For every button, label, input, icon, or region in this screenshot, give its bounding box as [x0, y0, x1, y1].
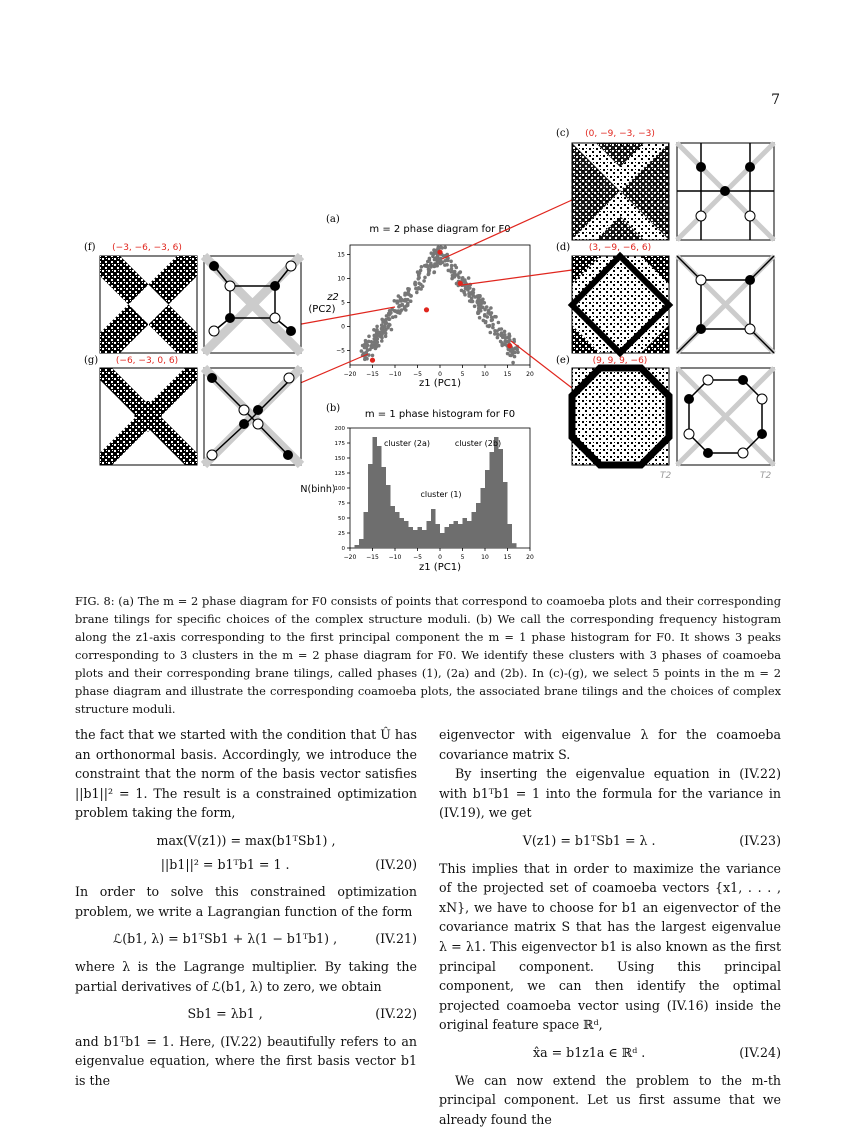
- histogram-bar: [359, 539, 364, 548]
- right-paragraph-4: We can now extend the problem to the m-th principal component. Let us first assume that we already found the: [439, 1071, 781, 1129]
- histogram-bar: [485, 470, 490, 548]
- scatter-point: [451, 270, 455, 274]
- histogram-bar: [386, 485, 391, 548]
- histogram-bar: [494, 437, 499, 548]
- x-tick-label: −20: [344, 371, 357, 378]
- scatter-point: [421, 285, 425, 289]
- scatter-point: [371, 344, 375, 348]
- scatter-point: [432, 248, 436, 252]
- x-tick-label: 15: [504, 554, 512, 561]
- scatter-point: [481, 298, 485, 302]
- y-tick-label: 50: [338, 516, 345, 522]
- left-paragraph-3: where λ is the Lagrange multiplier. By taking the partial derivatives of ℒ(b1, λ) to zero, we obtain: [75, 957, 417, 996]
- scatter-cloud: [360, 246, 520, 365]
- torus-label-2: T2: [760, 471, 771, 481]
- x-tick-label: −15: [366, 554, 379, 561]
- scatter-point: [447, 269, 451, 273]
- histogram-bar: [458, 524, 463, 548]
- scatter-point: [510, 353, 514, 357]
- scatter-point: [489, 331, 493, 335]
- scatter-point: [380, 329, 384, 333]
- panel-e-label: (e): [556, 355, 570, 366]
- histogram-bar: [409, 527, 414, 548]
- scatter-point: [376, 334, 380, 338]
- histogram-bar: [391, 506, 396, 548]
- scatter-point: [423, 276, 427, 280]
- scatter-point: [406, 302, 410, 306]
- equation-iv21: [75, 929, 417, 949]
- scatter-point: [516, 351, 520, 355]
- scatter-point: [430, 251, 434, 255]
- histogram-bar: [422, 530, 427, 548]
- x-tick-label: −5: [413, 371, 422, 378]
- scatter-point: [486, 315, 490, 319]
- eq22: Sb1 = λb1 ,: [75, 1004, 375, 1024]
- scatter-point: [493, 329, 497, 333]
- x-tick-label: 5: [461, 371, 465, 378]
- equation-iv24: [439, 1043, 781, 1063]
- scatter-point: [455, 266, 459, 270]
- panel-c-label: (c): [556, 128, 570, 139]
- panel-d-label: (d): [556, 242, 570, 253]
- panel-b-label: (b): [326, 403, 340, 414]
- y-tick-label: 75: [338, 501, 345, 507]
- y-tick-label: 150: [335, 456, 346, 462]
- scatter-point: [432, 271, 436, 275]
- panel-b-yticks: [335, 426, 351, 552]
- scatter-point: [398, 304, 402, 308]
- histogram-bar: [364, 512, 369, 548]
- scatter-point: [491, 326, 495, 330]
- histogram-bar: [463, 518, 468, 548]
- scatter-point: [471, 293, 475, 297]
- scatter-point: [503, 330, 507, 334]
- scatter-point: [375, 325, 379, 329]
- panel-b-ylabel: N(binh): [300, 484, 335, 495]
- scatter-point: [390, 328, 394, 332]
- scatter-point: [496, 336, 500, 340]
- scatter-point: [477, 298, 481, 302]
- y-tick-label: 125: [335, 471, 346, 477]
- scatter-point: [498, 328, 502, 332]
- scatter-point: [504, 339, 508, 343]
- scatter-point: [439, 262, 443, 266]
- scatter-point: [478, 294, 482, 298]
- x-tick-label: 0: [438, 371, 442, 378]
- left-paragraph-4: and b1ᵀb1 = 1. Here, (IV.22) beautifully refers to an eigenvalue equation, where the first basis vector b1 is the: [75, 1032, 417, 1091]
- scatter-point: [477, 307, 481, 311]
- panel-f-label: (f): [84, 242, 96, 253]
- scatter-point: [467, 276, 471, 280]
- eq21: ℒ(b1, λ) = b1ᵀSb1 + λ(1 − b1ᵀb1) ,: [75, 929, 375, 949]
- eq24: x̂a = b1z1a ∈ ℝᵈ .: [439, 1043, 739, 1063]
- scatter-point: [484, 320, 488, 324]
- scatter-point: [380, 339, 384, 343]
- figure-caption: FIG. 8: (a) The m = 2 phase diagram for F0 consists of points that correspond to coamoeba plots and their corresponding brane tilings for specific choices of the complex structure moduli. (b) We call the corresponding frequency histogram along the z1-axis corresponding to the first principal component the m = 1 phase histogram for F0. It shows 3 peaks corresponding to 3 clusters in the m = 2 phase diagram for F0. We identify these clusters with 3 phases of coamoeba plots and their corresponding brane tilings, called phases (1), (2a) and (2b). In (c)-(g), we select 5 points in the m = 2 phase diagram and illustrate the corresponding coamoeba plots, the associated brane tilings and the choices of complex structure moduli.: [75, 592, 781, 718]
- scatter-point: [497, 321, 501, 325]
- scatter-point: [463, 293, 467, 297]
- scatter-point: [489, 306, 493, 310]
- highlight-point: [424, 307, 429, 312]
- histogram-bar: [436, 524, 441, 548]
- scatter-point: [468, 286, 472, 290]
- scatter-point: [427, 270, 431, 274]
- y-tick-label: 100: [335, 486, 346, 492]
- scatter-point: [377, 344, 381, 348]
- histogram-bar: [377, 446, 382, 548]
- scatter-point: [380, 318, 384, 322]
- y-tick-label: 200: [335, 426, 346, 432]
- scatter-point: [459, 270, 463, 274]
- panel-f-moduli: (−3, −6, −3, 6): [112, 243, 182, 253]
- panel-d-coamoeba: [572, 256, 669, 353]
- panel-b-xticks: [344, 548, 534, 561]
- panel-d-moduli: (3, −9, −6, 6): [589, 243, 651, 253]
- scatter-point: [407, 293, 411, 297]
- panel-c-brane-tiling: [677, 143, 774, 240]
- highlight-point: [437, 250, 442, 255]
- y-tick-label: 10: [337, 276, 345, 283]
- scatter-point: [396, 300, 400, 304]
- scatter-point: [413, 281, 417, 285]
- scatter-point: [436, 261, 440, 265]
- scatter-point: [500, 341, 504, 345]
- scatter-point: [493, 332, 497, 336]
- histogram-bar: [395, 512, 400, 548]
- eq20-line-1: max(V(z1)) = max(b1ᵀSb1) ,: [75, 831, 417, 851]
- panel-a-ylabel-1: z2: [326, 292, 339, 303]
- scatter-point: [504, 336, 508, 340]
- histogram-bar: [454, 521, 459, 548]
- y-tick-label: 15: [337, 252, 345, 259]
- panel-f-brane-tiling: [204, 256, 301, 353]
- y-tick-label: 175: [335, 441, 346, 447]
- scatter-point: [443, 263, 447, 267]
- panel-g-coamoeba: [100, 368, 197, 465]
- equation-iv23: [439, 831, 781, 851]
- highlight-point: [370, 358, 375, 363]
- x-tick-label: −5: [413, 554, 422, 561]
- y-tick-label: 0: [341, 324, 345, 331]
- torus-label-1: T2: [660, 471, 671, 481]
- eq23-number: (IV.23): [739, 831, 781, 851]
- x-tick-label: 20: [526, 554, 534, 561]
- scatter-point: [380, 333, 384, 337]
- right-paragraph-3: This implies that in order to maximize the variance of the projected set of coamoeba vectors {x1, . . . , xN}, we have to choose for b1 an eigenvector of the covariance matrix S that has the largest eigenvalue λ = λ1. This eigenvector b1 is also known as the first principal component. Using this principal component, we can then identify the optimal projected coamoeba vector using (IV.16) inside the original feature space ℝᵈ,: [439, 859, 781, 1035]
- histogram-bar: [418, 527, 423, 548]
- x-tick-label: −10: [389, 554, 402, 561]
- right-paragraph-1: eigenvector with eigenvalue λ for the coamoeba covariance matrix S.: [439, 725, 781, 764]
- x-tick-label: 5: [461, 554, 465, 561]
- scatter-point: [394, 310, 398, 314]
- scatter-point: [473, 305, 477, 309]
- panel-c-coamoeba: [572, 143, 669, 240]
- scatter-point: [457, 275, 461, 279]
- panel-f-coamoeba: [100, 256, 197, 353]
- scatter-point: [481, 301, 485, 305]
- histogram-bar: [431, 509, 436, 548]
- scatter-point: [460, 289, 464, 293]
- left-column: [75, 725, 417, 1091]
- x-tick-label: −20: [344, 554, 357, 561]
- panel-a-title: m = 2 phase diagram for F0: [369, 224, 510, 235]
- highlight-point: [507, 343, 512, 348]
- scatter-point: [440, 246, 444, 250]
- scatter-point: [376, 340, 380, 344]
- annotation-cluster-2a: cluster (2a): [384, 439, 430, 448]
- scatter-point: [508, 334, 512, 338]
- scatter-point: [443, 246, 447, 250]
- scatter-point: [365, 357, 369, 361]
- scatter-point: [449, 260, 453, 264]
- scatter-point: [509, 349, 513, 353]
- scatter-point: [436, 254, 440, 258]
- scatter-point: [428, 257, 432, 261]
- annotation-cluster-1: cluster (1): [420, 490, 461, 499]
- scatter-point: [467, 292, 471, 296]
- scatter-point: [428, 264, 432, 268]
- scatter-point: [400, 308, 404, 312]
- annotation-cluster-2b: cluster (2b): [455, 439, 501, 448]
- x-tick-label: −10: [389, 371, 402, 378]
- y-tick-label: 25: [338, 531, 345, 537]
- panel-a-ylabel-2: (PC2): [308, 304, 335, 315]
- scatter-point: [476, 310, 480, 314]
- histogram-bar: [472, 512, 477, 548]
- scatter-point: [491, 323, 495, 327]
- scatter-point: [500, 331, 504, 335]
- panel-g-moduli: (−6, −3, 0, 6): [116, 356, 178, 366]
- scatter-point: [384, 318, 388, 322]
- scatter-point: [400, 298, 404, 302]
- panel-a-label: (a): [326, 214, 340, 225]
- scatter-point: [388, 323, 392, 327]
- histogram-bar: [481, 488, 486, 548]
- scatter-point: [491, 318, 495, 322]
- scatter-point: [451, 274, 455, 278]
- right-paragraph-2: By inserting the eigenvalue equation in (IV.22) with b1ᵀb1 = 1 into the formula for the variance in (IV.19), we get: [439, 764, 781, 823]
- panel-g-brane-tiling: [204, 368, 301, 465]
- panel-c-moduli: (0, −9, −3, −3): [585, 129, 655, 139]
- histogram-bar: [413, 530, 418, 548]
- panel-g-label: (g): [84, 355, 98, 366]
- y-tick-label: −5: [336, 348, 345, 355]
- x-tick-label: 10: [481, 371, 489, 378]
- scatter-point: [425, 263, 429, 267]
- scatter-point: [388, 317, 392, 321]
- page-number: 7: [771, 92, 780, 108]
- histogram-bar: [373, 437, 378, 548]
- scatter-point: [478, 316, 482, 320]
- panel-e-coamoeba: [572, 368, 669, 465]
- scatter-point: [376, 330, 380, 334]
- histogram-bar: [404, 521, 409, 548]
- scatter-point: [436, 246, 440, 250]
- scatter-point: [483, 308, 487, 312]
- panel-a-xlabel: z1 (PC1): [419, 378, 461, 389]
- scatter-point: [364, 339, 368, 343]
- scatter-point: [468, 299, 472, 303]
- histogram-bar: [508, 524, 513, 548]
- scatter-point: [443, 259, 447, 263]
- scatter-point: [404, 308, 408, 312]
- scatter-point: [487, 325, 491, 329]
- panel-a-yticks: [336, 252, 350, 355]
- scatter-point: [511, 361, 515, 365]
- scatter-point: [407, 287, 411, 291]
- histogram-bar: [445, 527, 450, 548]
- scatter-point: [416, 270, 420, 274]
- eq22-number: (IV.22): [375, 1004, 417, 1024]
- histogram-bar: [490, 452, 495, 548]
- scatter-point: [394, 315, 398, 319]
- panel-d-brane-tiling: [677, 256, 774, 353]
- panel-a-xticks: [344, 365, 534, 378]
- scatter-point: [461, 277, 465, 281]
- histogram-bar: [503, 482, 508, 548]
- histogram-bar: [400, 518, 405, 548]
- scatter-point: [450, 267, 454, 271]
- histogram-bar: [427, 521, 432, 548]
- scatter-point: [367, 335, 371, 339]
- eq20-line-2: ||b1||² = b1ᵀb1 = 1 .: [75, 855, 375, 875]
- histogram-bar: [476, 503, 481, 548]
- right-column: [439, 725, 781, 1129]
- scatter-point: [371, 354, 375, 358]
- scatter-point: [470, 290, 474, 294]
- scatter-point: [450, 277, 454, 281]
- x-tick-label: 0: [438, 554, 442, 561]
- x-tick-label: −15: [366, 371, 379, 378]
- eq21-number: (IV.21): [375, 929, 417, 949]
- scatter-point: [494, 315, 498, 319]
- left-paragraph-2: In order to solve this constrained optimization problem, we write a Lagrangian function of the form: [75, 882, 417, 921]
- eq24-number: (IV.24): [739, 1043, 781, 1063]
- x-tick-label: 10: [481, 554, 489, 561]
- scatter-point: [397, 294, 401, 298]
- histogram-bar: [368, 464, 373, 548]
- y-tick-label: 0: [342, 546, 346, 552]
- scatter-point: [477, 302, 481, 306]
- x-tick-label: 20: [526, 371, 534, 378]
- scatter-highlight-points: [370, 250, 512, 363]
- y-tick-label: 5: [341, 300, 345, 307]
- scatter-point: [368, 348, 372, 352]
- histogram-bar: [449, 524, 454, 548]
- scatter-point: [422, 279, 426, 283]
- histogram-bar: [499, 449, 504, 548]
- eq23: V(z1) = b1ᵀSb1 = λ .: [439, 831, 739, 851]
- histogram-bar: [355, 545, 360, 548]
- scatter-point: [376, 337, 380, 341]
- histogram-bar: [382, 467, 387, 548]
- scatter-point: [417, 276, 421, 280]
- scatter-point: [403, 292, 407, 296]
- equation-iv20: [75, 831, 417, 874]
- histogram-bar: [467, 521, 472, 548]
- histogram-bar: [440, 533, 445, 548]
- scatter-point: [487, 311, 491, 315]
- panel-b-xlabel: z1 (PC1): [419, 562, 461, 573]
- scatter-point: [450, 264, 454, 268]
- x-tick-label: 15: [504, 371, 512, 378]
- panel-e-moduli: (9, 9, 9, −6): [593, 356, 648, 366]
- scatter-point: [385, 314, 389, 318]
- scatter-point: [393, 299, 397, 303]
- scatter-point: [389, 311, 393, 315]
- scatter-point: [380, 336, 384, 340]
- scatter-point: [406, 298, 410, 302]
- panel-e-brane-tiling: [677, 368, 774, 465]
- scatter-point: [417, 286, 421, 290]
- histogram-bar: [512, 543, 517, 548]
- left-paragraph-1: the fact that we started with the condition that Û has an orthonormal basis. Accordingly, we introduce the constraint that the norm of the basis vector satisfies ||b1||² = 1. The result is a constrained optimization problem taking the form,: [75, 725, 417, 823]
- panel-b-title: m = 1 phase histogram for F0: [365, 409, 515, 420]
- scatter-point: [420, 265, 424, 269]
- equation-iv22: [75, 1004, 417, 1024]
- scatter-point: [384, 332, 388, 336]
- eq20-number: (IV.20): [375, 855, 417, 875]
- scatter-point: [415, 291, 419, 295]
